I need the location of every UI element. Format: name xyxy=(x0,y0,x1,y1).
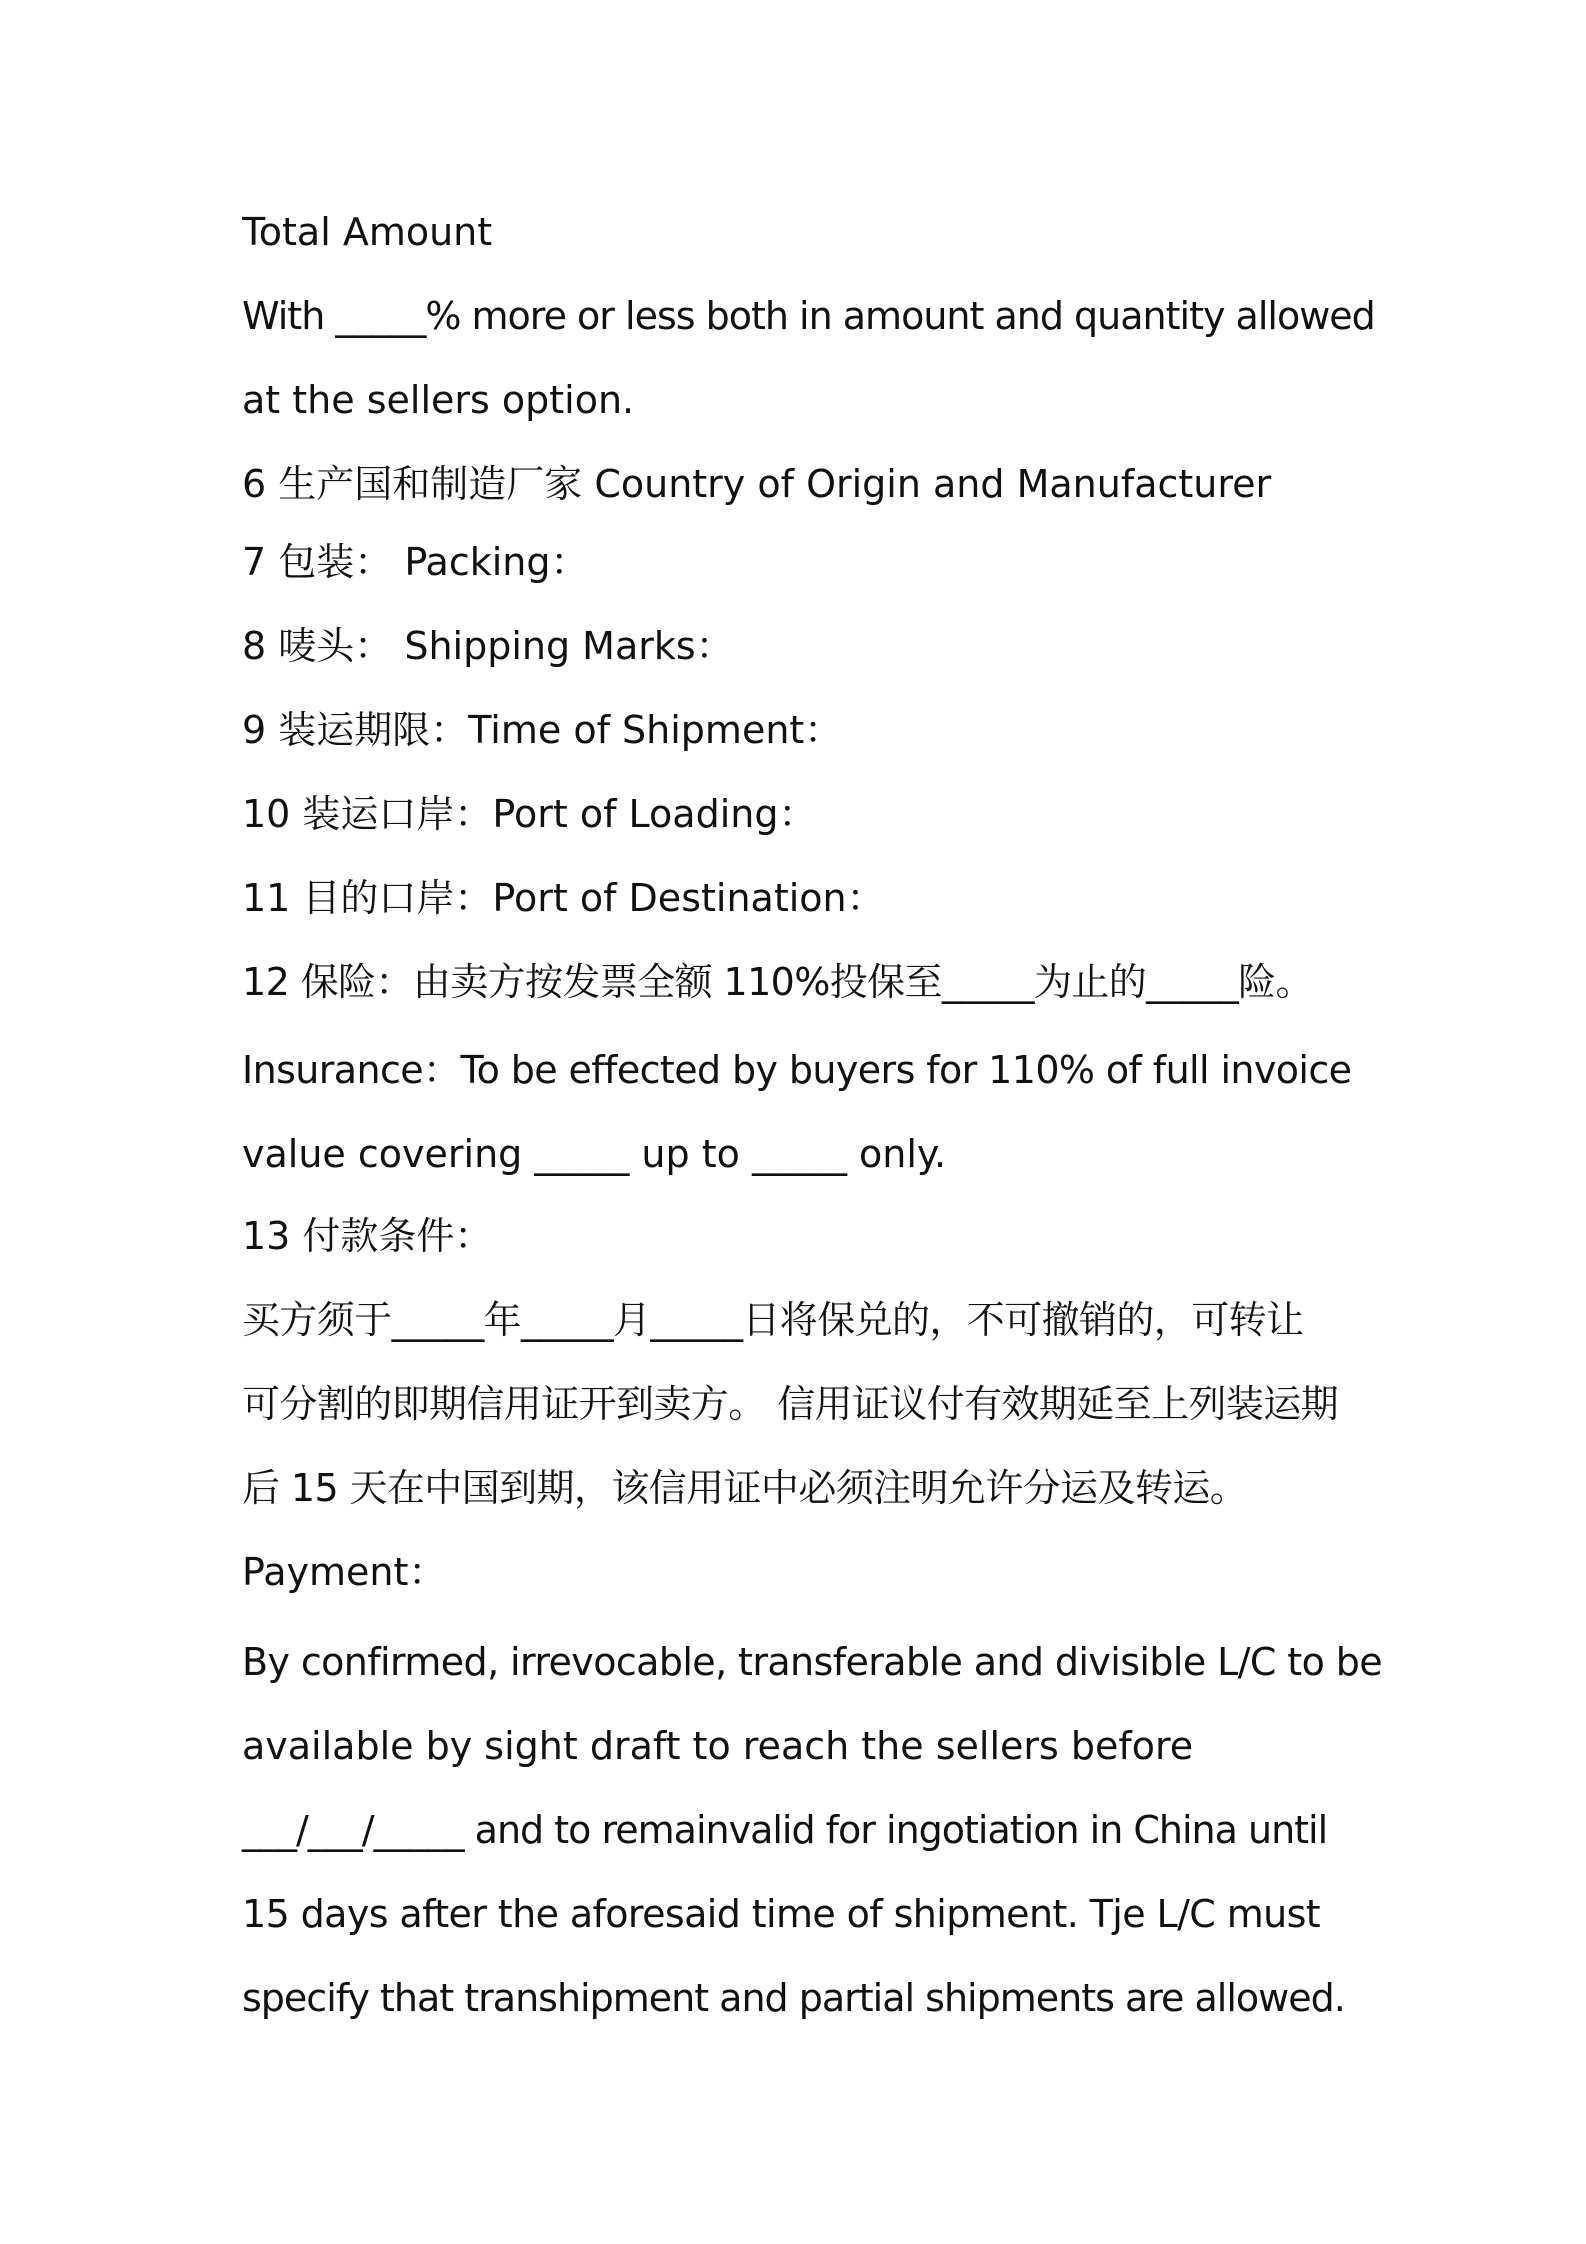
payment-cn-line-3: 后 15 天在中国到期，该信用证中必须注明允许分运及转运。 xyxy=(242,1466,1248,1510)
payment-en-line-3: ___/___/_____ and to remainvalid for ingotiation in China until xyxy=(242,1808,1328,1852)
clause-8-shipping-marks: 8 唛头： Shipping Marks： xyxy=(242,624,734,668)
payment-cn-line-1: 买方须于_____年_____月_____日将保兑的，不可撤销的，可转让 xyxy=(242,1298,1304,1342)
clause-11-port-of-destination: 11 目的口岸：Port of Destination： xyxy=(242,876,885,920)
payment-en-line-2: available by sight draft to reach the sellers before xyxy=(242,1724,1194,1768)
total-amount-line: Total Amount xyxy=(242,210,493,254)
payment-en-heading: Payment： xyxy=(242,1550,447,1594)
insurance-en-line-1: Insurance：To be effected by buyers for 110% of full invoice xyxy=(242,1048,1352,1092)
sellers-option-line: at the sellers option. xyxy=(242,378,635,422)
clause-12-insurance-cn: 12 保险：由卖方按发票全额 110%投保至_____为止的_____险。 xyxy=(242,960,1313,1004)
clause-9-time-of-shipment: 9 装运期限：Time of Shipment： xyxy=(242,708,843,752)
payment-cn-line-2: 可分割的即期信用证开到卖方。 信用证议付有效期延至上列装运期 xyxy=(242,1382,1339,1426)
insurance-en-line-2: value covering _____ up to _____ only. xyxy=(242,1132,947,1176)
payment-en-line-4: 15 days after the aforesaid time of shipment. Tje L/C must xyxy=(242,1892,1321,1936)
clause-13-payment-terms: 13 付款条件： xyxy=(242,1214,493,1258)
payment-en-line-5: specify that transhipment and partial shipments are allowed. xyxy=(242,1976,1345,2020)
quantity-tolerance-line: With _____% more or less both in amount and quantity allowed xyxy=(242,294,1375,338)
clause-6-origin: 6 生产国和制造厂家 Country of Origin and Manufacturer xyxy=(242,462,1272,506)
payment-en-line-1: By confirmed, irrevocable, transferable and divisible L/C to be xyxy=(242,1640,1383,1684)
clause-10-port-of-loading: 10 装运口岸：Port of Loading： xyxy=(242,792,817,836)
clause-7-packing: 7 包装： Packing： xyxy=(242,540,589,584)
